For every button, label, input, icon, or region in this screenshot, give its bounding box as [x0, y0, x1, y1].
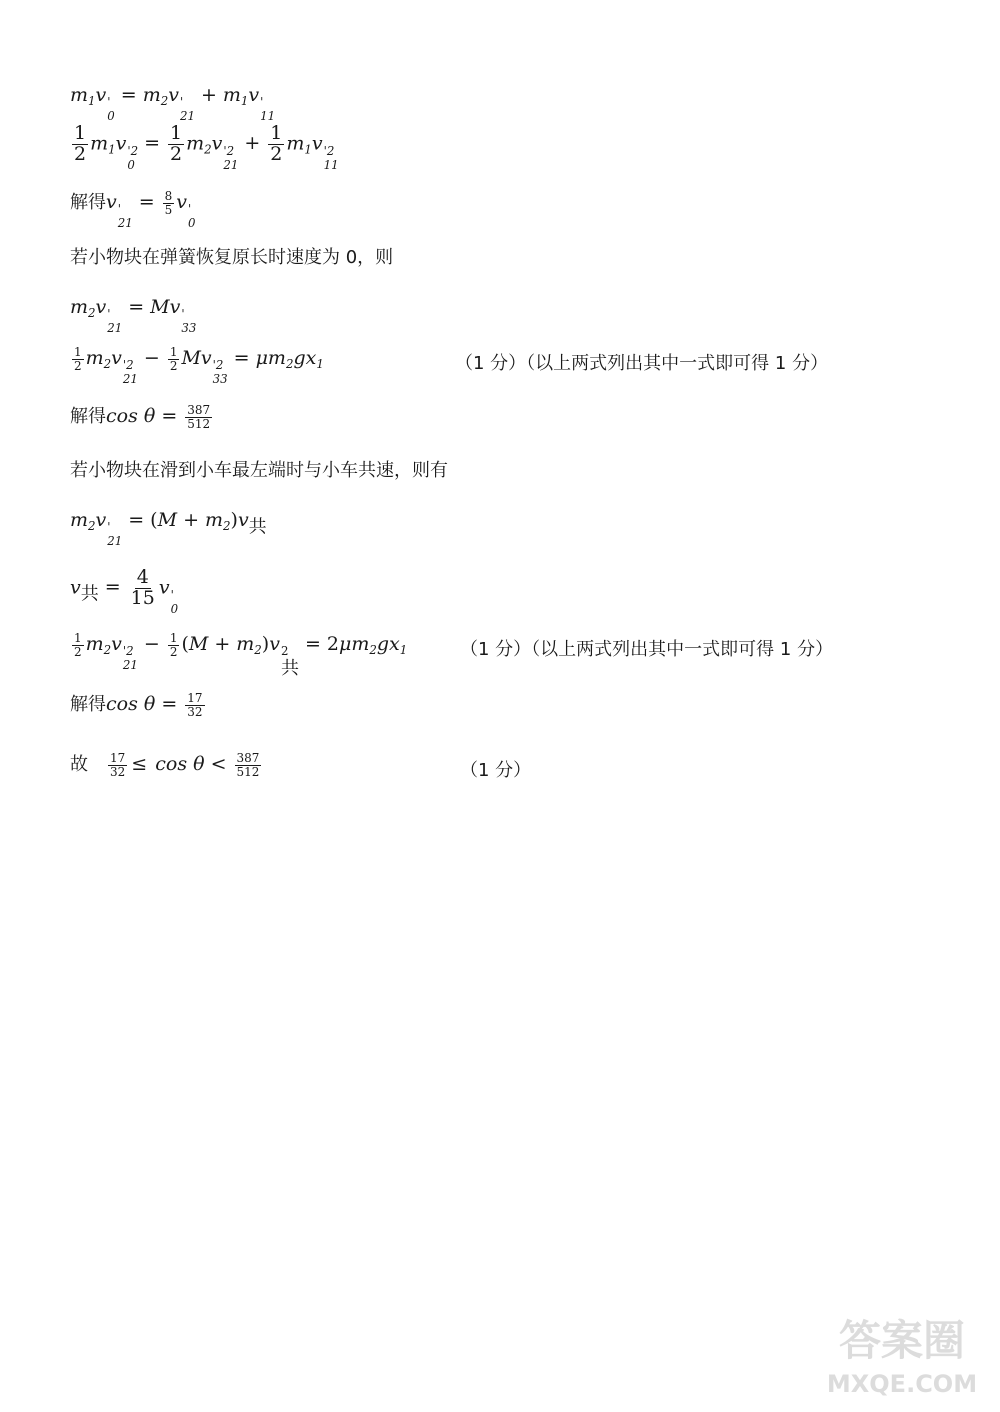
equation-common-velocity: $v_共$ = $\frac{4}{15}$ v ' 0	[70, 566, 179, 616]
score-note-1: （1 分）（以上两式列出其中一式即可得 1 分）	[455, 353, 829, 374]
fraction-half: $\frac{1}{2}$	[169, 345, 178, 373]
final-inequality: 故 $\frac{17}{32}$ ≤ cos θ < $\frac{387}{512}$	[70, 751, 260, 779]
fraction-half: $\frac{1}{2}$	[169, 631, 178, 659]
equation-energy-1: $\frac{1}{2}$ $m_1v$ '2 0 = $\frac{1}{2}$ $m_2v$ '2 21 + $\frac{1}{2}$ $m_1v$ '2 11	[74, 122, 339, 172]
fraction-four-fifteenths: $\frac{4}{15}$	[130, 566, 155, 609]
equation-momentum-3: $m_2v$ ' 21 = $(M + m_2)v_共$	[70, 509, 267, 549]
fraction-half: $\frac{1}{2}$	[74, 345, 82, 373]
watermark-text-top: 答案圈	[838, 1316, 966, 1365]
fraction-eight-fifths: $\frac{8}{5}$	[164, 189, 173, 217]
text-common-velocity: 若小物块在滑到小车最左端时与小车共速，则有	[70, 460, 448, 481]
fraction-half: $\frac{1}{2}$	[74, 122, 87, 165]
watermark-svg	[820, 1300, 985, 1400]
fraction-17-32: $\frac{17}{32}$	[187, 691, 203, 719]
score-note-3: （1 分）	[460, 760, 532, 781]
equation-energy-2: $\frac{1}{2}$ $m_2v$ '2 21 − $\frac{1}{2}$ Mv '2 33 = $\mu m_2gx_1$	[74, 345, 324, 387]
fraction-387-512: $\frac{387}{512}$	[187, 403, 211, 431]
fraction-387-512: $\frac{387}{512}$	[236, 751, 260, 779]
watermark-logo	[820, 1300, 985, 1400]
equation-momentum-1: $m_1v$ ' 0 = $m_2v$ ' 21 + $m_1v$ ' 11	[70, 84, 276, 124]
solution-cos-1: 解得cos θ = $\frac{387}{512}$	[70, 403, 211, 431]
fraction-half: $\frac{1}{2}$	[74, 631, 82, 659]
solution-cos-2: 解得cos θ = $\frac{17}{32}$	[70, 691, 203, 719]
solution-v21: 解得v ' 21 = $\frac{8}{5}$ v ' 0	[70, 189, 196, 231]
watermark-text-bottom: MXQE.COM	[826, 1370, 978, 1398]
score-note-2: （1 分）（以上两式列出其中一式即可得 1 分）	[460, 639, 834, 660]
text-spring-condition: 若小物块在弹簧恢复原长时速度为 0，则	[70, 247, 394, 268]
fraction-half: $\frac{1}{2}$	[270, 122, 283, 165]
fraction-half: $\frac{1}{2}$	[170, 122, 183, 165]
equation-momentum-2: $m_2v$ ' 21 = Mv ' 33	[70, 296, 197, 336]
equation-energy-3: $\frac{1}{2}$ $m_2v$ '2 21 − $\frac{1}{2}$ $(M + m_2)v$ 2 共 = $2\mu m_2gx_1$	[74, 631, 408, 680]
fraction-17-32: $\frac{17}{32}$	[110, 751, 126, 779]
